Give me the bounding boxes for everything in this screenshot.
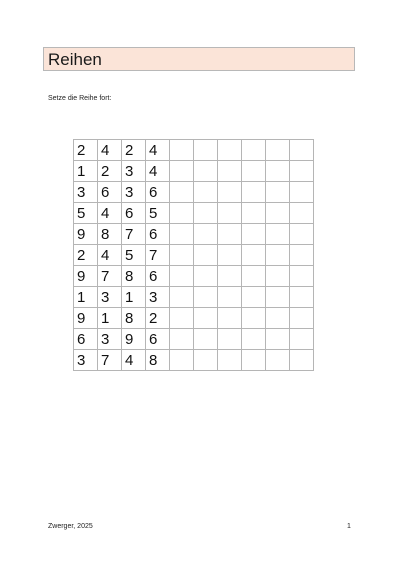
- grid-cell-empty[interactable]: [242, 350, 266, 371]
- title-banner: [43, 47, 355, 71]
- grid-cell-empty[interactable]: [218, 266, 242, 287]
- grid-cell-empty[interactable]: [266, 329, 290, 350]
- grid-cell-number: 9: [74, 224, 98, 245]
- grid-cell-empty[interactable]: [242, 182, 266, 203]
- grid-cell-empty[interactable]: [290, 308, 314, 329]
- grid-cell-empty[interactable]: [290, 182, 314, 203]
- grid-cell-empty[interactable]: [266, 140, 290, 161]
- grid-cell-empty[interactable]: [194, 287, 218, 308]
- grid-cell-number: 3: [122, 182, 146, 203]
- grid-cell-empty[interactable]: [290, 245, 314, 266]
- grid-cell-empty[interactable]: [242, 266, 266, 287]
- grid-cell-empty[interactable]: [242, 161, 266, 182]
- grid-cell-number: 5: [122, 245, 146, 266]
- grid-cell-empty[interactable]: [290, 161, 314, 182]
- grid-cell-empty[interactable]: [290, 350, 314, 371]
- grid-cell-empty[interactable]: [194, 140, 218, 161]
- grid-cell-number: 4: [146, 161, 170, 182]
- grid-cell-empty[interactable]: [242, 287, 266, 308]
- grid-cell-number: 3: [74, 350, 98, 371]
- grid-cell-empty[interactable]: [170, 203, 194, 224]
- grid-cell-number: 6: [146, 329, 170, 350]
- grid-body: [74, 140, 314, 371]
- grid-cell-empty[interactable]: [242, 203, 266, 224]
- grid-cell-empty[interactable]: [170, 224, 194, 245]
- grid-cell-number: 3: [146, 287, 170, 308]
- grid-row: [74, 203, 314, 224]
- grid-cell-number: 3: [74, 182, 98, 203]
- grid-row: [74, 287, 314, 308]
- grid-cell-empty[interactable]: [242, 224, 266, 245]
- grid-cell-empty[interactable]: [170, 350, 194, 371]
- grid-cell-number: 6: [146, 182, 170, 203]
- grid-cell-empty[interactable]: [194, 224, 218, 245]
- grid-cell-empty[interactable]: [290, 266, 314, 287]
- grid-cell-empty[interactable]: [170, 182, 194, 203]
- grid-row: [74, 308, 314, 329]
- grid-cell-empty[interactable]: [218, 329, 242, 350]
- grid-cell-number: 6: [122, 203, 146, 224]
- grid-cell-empty[interactable]: [218, 224, 242, 245]
- grid-cell-number: 7: [122, 224, 146, 245]
- grid-cell-number: 4: [98, 140, 122, 161]
- grid-cell-empty[interactable]: [194, 308, 218, 329]
- grid-cell-number: 9: [74, 308, 98, 329]
- grid-cell-empty[interactable]: [266, 245, 290, 266]
- grid-cell-empty[interactable]: [266, 182, 290, 203]
- number-series-grid: [73, 139, 314, 371]
- grid-cell-empty[interactable]: [290, 287, 314, 308]
- grid-cell-empty[interactable]: [194, 350, 218, 371]
- grid-cell-empty[interactable]: [194, 182, 218, 203]
- grid-cell-number: 3: [122, 161, 146, 182]
- grid-cell-empty[interactable]: [218, 350, 242, 371]
- grid-cell-empty[interactable]: [242, 140, 266, 161]
- grid-cell-empty[interactable]: [290, 329, 314, 350]
- grid-cell-empty[interactable]: [194, 329, 218, 350]
- grid-cell-empty[interactable]: [218, 203, 242, 224]
- grid-cell-number: 4: [98, 203, 122, 224]
- grid-cell-empty[interactable]: [170, 245, 194, 266]
- grid-cell-number: 6: [98, 182, 122, 203]
- grid-cell-empty[interactable]: [218, 308, 242, 329]
- grid-cell-number: 8: [146, 350, 170, 371]
- grid-cell-number: 8: [98, 224, 122, 245]
- grid-cell-empty[interactable]: [170, 287, 194, 308]
- footer-page-number: 1: [347, 523, 351, 530]
- footer-author: Zwerger, 2025: [48, 523, 93, 530]
- grid-cell-empty[interactable]: [218, 182, 242, 203]
- page-title: Reihen: [48, 50, 102, 69]
- grid-cell-empty[interactable]: [194, 266, 218, 287]
- grid-cell-number: 5: [146, 203, 170, 224]
- grid-cell-number: 8: [122, 266, 146, 287]
- grid-cell-empty[interactable]: [218, 245, 242, 266]
- grid-cell-empty[interactable]: [290, 203, 314, 224]
- grid-cell-empty[interactable]: [218, 287, 242, 308]
- grid-cell-empty[interactable]: [266, 161, 290, 182]
- grid-cell-number: 8: [122, 308, 146, 329]
- grid-row: [74, 329, 314, 350]
- grid-cell-number: 7: [98, 266, 122, 287]
- grid-cell-number: 1: [74, 161, 98, 182]
- grid-cell-number: 4: [146, 140, 170, 161]
- grid-cell-empty[interactable]: [266, 203, 290, 224]
- grid-row: [74, 350, 314, 371]
- grid-cell-number: 1: [98, 308, 122, 329]
- grid-cell-number: 4: [98, 245, 122, 266]
- grid-cell-number: 2: [74, 245, 98, 266]
- grid-cell-empty[interactable]: [242, 308, 266, 329]
- grid-cell-number: 5: [74, 203, 98, 224]
- grid-cell-number: 9: [74, 266, 98, 287]
- grid-cell-number: 4: [122, 350, 146, 371]
- grid-cell-number: 2: [74, 140, 98, 161]
- grid-cell-empty[interactable]: [242, 245, 266, 266]
- grid-cell-number: 2: [122, 140, 146, 161]
- grid-cell-empty[interactable]: [170, 161, 194, 182]
- grid-cell-number: 2: [146, 308, 170, 329]
- grid-cell-empty[interactable]: [266, 350, 290, 371]
- grid-cell-empty[interactable]: [290, 224, 314, 245]
- grid-cell-empty[interactable]: [266, 266, 290, 287]
- grid-cell-empty[interactable]: [170, 266, 194, 287]
- grid-row: [74, 224, 314, 245]
- grid-cell-number: 6: [146, 224, 170, 245]
- instruction-text: Setze die Reihe fort:: [48, 95, 112, 102]
- grid-row: [74, 245, 314, 266]
- grid-cell-number: 1: [122, 287, 146, 308]
- grid-cell-number: 6: [74, 329, 98, 350]
- grid-cell-empty[interactable]: [242, 329, 266, 350]
- grid-cell-empty[interactable]: [266, 308, 290, 329]
- grid-cell-number: 6: [146, 266, 170, 287]
- grid-cell-number: 7: [98, 350, 122, 371]
- grid-cell-empty[interactable]: [194, 203, 218, 224]
- grid-cell-empty[interactable]: [170, 329, 194, 350]
- grid-cell-empty[interactable]: [218, 161, 242, 182]
- grid-cell-empty[interactable]: [170, 140, 194, 161]
- grid-cell-number: 2: [98, 161, 122, 182]
- grid-cell-empty[interactable]: [218, 140, 242, 161]
- grid-cell-empty[interactable]: [290, 140, 314, 161]
- grid-cell-number: 1: [74, 287, 98, 308]
- grid-cell-empty[interactable]: [266, 224, 290, 245]
- grid-cell-empty[interactable]: [194, 161, 218, 182]
- grid-cell-number: 3: [98, 287, 122, 308]
- grid-row: [74, 161, 314, 182]
- grid-cell-empty[interactable]: [266, 287, 290, 308]
- grid-cell-number: 3: [98, 329, 122, 350]
- grid-cell-empty[interactable]: [194, 245, 218, 266]
- grid-cell-empty[interactable]: [170, 308, 194, 329]
- grid-cell-number: 7: [146, 245, 170, 266]
- grid-row: [74, 182, 314, 203]
- grid-cell-number: 9: [122, 329, 146, 350]
- grid-row: [74, 140, 314, 161]
- grid-row: [74, 266, 314, 287]
